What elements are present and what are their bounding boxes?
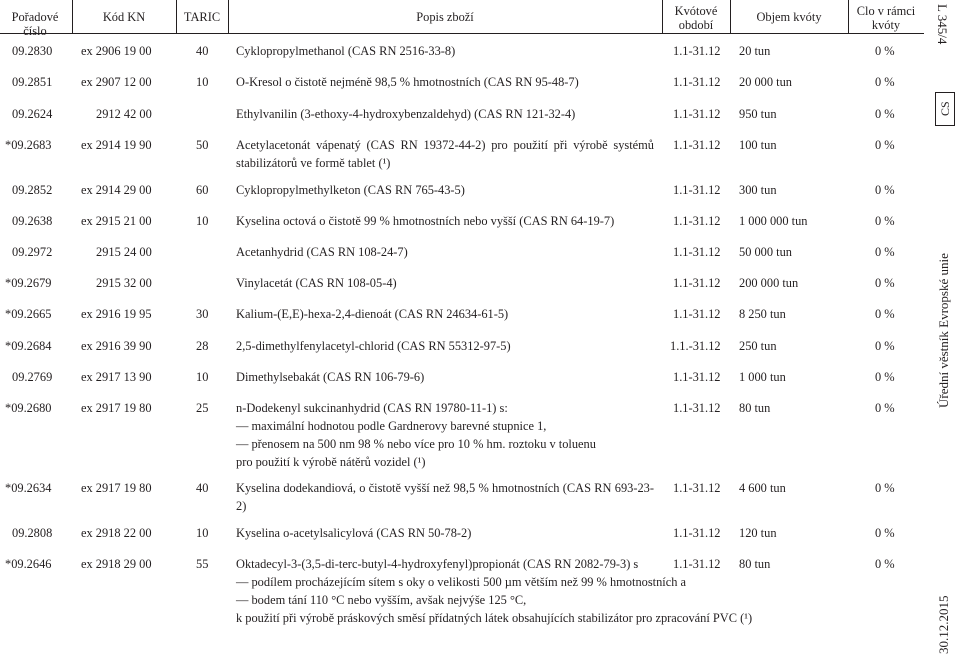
kn-code: 2915 32 00 (96, 276, 152, 290)
quota-duty: 0 % (875, 339, 895, 353)
header-number: Pořadové číslo (11, 10, 59, 38)
taric-code: 50 (196, 138, 209, 152)
goods-description: Dimethylsebakát (CAS RN 106-79-6) (236, 370, 425, 384)
order-number: 09.2624 (12, 107, 53, 121)
quota-volume: 50 000 tun (739, 245, 793, 259)
goods-description: Vinylacetát (CAS RN 108-05-4) (236, 276, 397, 290)
quota-period: 1.1-31.12 (673, 44, 721, 58)
description-usage: pro použití k výrobě nátěrů vozidel (¹) (236, 455, 426, 469)
page-margin (929, 0, 959, 661)
taric-code: 28 (196, 339, 209, 353)
description-condition: — maximální hodnotou podle Gardnerovy barevné stupnice 1, (236, 419, 547, 433)
header-kn-code: Kód KN (102, 10, 146, 24)
quota-period: 1.1-31.12 (673, 370, 721, 384)
goods-description: Kyselina o-acetylsalicylová (CAS RN 50-78-2) (236, 526, 472, 540)
order-number: *09.2684 (5, 339, 52, 353)
quota-duty: 0 % (875, 75, 895, 89)
quota-duty: 0 % (875, 401, 895, 415)
header-quota-period: Kvótové období (674, 4, 718, 32)
quota-duty: 0 % (875, 44, 895, 58)
quota-volume: 4 600 tun (739, 481, 786, 495)
page-reference: L 345/4 (935, 4, 950, 45)
goods-description: O-Kresol o čistotě nejméně 98,5 % hmotnostních (CAS RN 95-48-7) (236, 75, 579, 89)
description-condition: — bodem tání 110 °C nebo vyšším, avšak nejvýše 125 °C, (236, 593, 527, 607)
quota-duty: 0 % (875, 307, 895, 321)
goods-description: Kyselina octová o čistotě 99 % hmotnostních nebo vyšší (CAS RN 64-19-7) (236, 214, 615, 228)
order-number: 09.2851 (12, 75, 53, 89)
quota-duty: 0 % (875, 557, 895, 571)
goods-description: Acetanhydrid (CAS RN 108-24-7) (236, 245, 408, 259)
taric-code: 55 (196, 557, 209, 571)
quota-period: 1.1-31.12 (673, 526, 721, 540)
description-condition: — přenosem na 500 nm 98 % nebo více pro 10 % hm. roztoku v toluenu (236, 437, 596, 451)
table-header (0, 0, 924, 38)
order-number: 09.2830 (12, 44, 53, 58)
header-quota-volume: Objem kvóty (756, 10, 822, 24)
kn-code: ex 2918 22 00 (81, 526, 152, 540)
order-number: *09.2634 (5, 481, 52, 495)
quota-volume: 80 tun (739, 557, 771, 571)
quota-period: 1.1-31.12 (673, 401, 721, 415)
description-usage: k použití při výrobě práskových směsí přídatných látek obsahujících stabilizátor pro zpracování PVC (¹) (236, 611, 753, 625)
kn-code: ex 2914 19 90 (81, 138, 152, 152)
taric-code: 40 (196, 44, 209, 58)
quota-period: 1.1.-31.12 (670, 339, 721, 353)
taric-code: 40 (196, 481, 209, 495)
quota-period: 1.1-31.12 (673, 557, 721, 571)
taric-code: 30 (196, 307, 209, 321)
kn-code: ex 2917 19 80 (81, 401, 152, 415)
order-number: 09.2638 (12, 214, 53, 228)
description-condition: — podílem procházejícím sítem s oky o velikosti 500 µm větším než 99 % hmotnostních a (236, 575, 687, 589)
quota-duty: 0 % (875, 370, 895, 384)
order-number: *09.2683 (5, 138, 52, 152)
quota-period: 1.1-31.12 (673, 214, 721, 228)
journal-title: Úřední věstník Evropské unie (936, 253, 951, 408)
header-quota-duty: Clo v rámci kvóty (856, 4, 916, 32)
goods-description: Kalium-(E,E)-hexa-2,4-dienoát (CAS RN 24634-61-5) (236, 307, 509, 321)
quota-duty: 0 % (875, 276, 895, 290)
kn-code: 2912 42 00 (96, 107, 152, 121)
kn-code: 2915 24 00 (96, 245, 152, 259)
taric-code: 60 (196, 183, 209, 197)
kn-code: ex 2914 29 00 (81, 183, 152, 197)
quota-period: 1.1-31.12 (673, 307, 721, 321)
order-number: *09.2665 (5, 307, 52, 321)
quota-duty: 0 % (875, 526, 895, 540)
header-taric: TARIC (183, 10, 221, 24)
quota-volume: 20 tun (739, 44, 771, 58)
quota-volume: 950 tun (739, 107, 777, 121)
quota-period: 1.1-31.12 (673, 276, 721, 290)
quota-duty: 0 % (875, 138, 895, 152)
quota-period: 1.1-31.12 (673, 107, 721, 121)
order-number: *09.2646 (5, 557, 52, 571)
quota-volume: 120 tun (739, 526, 777, 540)
quota-volume: 1 000 000 tun (739, 214, 808, 228)
taric-code: 10 (196, 75, 209, 89)
quota-period: 1.1-31.12 (673, 183, 721, 197)
kn-code: ex 2915 21 00 (81, 214, 152, 228)
quota-duty: 0 % (875, 481, 895, 495)
kn-code: ex 2917 13 90 (81, 370, 152, 384)
taric-code: 10 (196, 370, 209, 384)
quota-volume: 1 000 tun (739, 370, 786, 384)
taric-code: 10 (196, 214, 209, 228)
order-number: 09.2972 (12, 245, 53, 259)
order-number: *09.2680 (5, 401, 52, 415)
quota-duty: 0 % (875, 183, 895, 197)
quota-duty: 0 % (875, 107, 895, 121)
kn-code: ex 2907 12 00 (81, 75, 152, 89)
order-number: 09.2808 (12, 526, 53, 540)
kn-code: ex 2917 19 80 (81, 481, 152, 495)
goods-description (236, 399, 654, 471)
goods-description: Acetylacetonát vápenatý (CAS RN 19372-44-2) pro použití při výrobě systémů stabilizátorů ve formě tablet (¹) (236, 138, 654, 171)
goods-description: Ethylvanilin (3-ethoxy-4-hydroxybenzaldehyd) (CAS RN 121-32-4) (236, 107, 576, 121)
quota-period: 1.1-31.12 (673, 75, 721, 89)
quota-period: 1.1-31.12 (673, 481, 721, 495)
goods-description: Cyklopropylmethylketon (CAS RN 765-43-5) (236, 183, 465, 197)
quota-volume: 200 000 tun (739, 276, 799, 290)
order-number: 09.2769 (12, 370, 53, 384)
description-intro: Oktadecyl-3-(3,5-di-terc-butyl-4-hydroxyfenyl)propionát (CAS RN 2082-79-3) s (236, 557, 639, 571)
quota-duty: 0 % (875, 214, 895, 228)
kn-code: ex 2906 19 00 (81, 44, 152, 58)
kn-code: ex 2916 19 95 (81, 307, 152, 321)
taric-code: 10 (196, 526, 209, 540)
goods-description: 2,5-dimethylfenylacetyl-chlorid (CAS RN 55312-97-5) (236, 339, 511, 353)
order-number: 09.2852 (12, 183, 53, 197)
kn-code: ex 2916 39 90 (81, 339, 152, 353)
quota-period: 1.1-31.12 (673, 245, 721, 259)
quota-volume: 20 000 tun (739, 75, 793, 89)
quota-duty: 0 % (875, 245, 895, 259)
taric-code: 25 (196, 401, 209, 415)
quota-volume: 80 tun (739, 401, 771, 415)
language-badge: CS (935, 92, 955, 126)
goods-description: Cyklopropylmethanol (CAS RN 2516-33-8) (236, 44, 456, 58)
quota-volume: 250 tun (739, 339, 777, 353)
description-intro: n-Dodekenyl sukcinanhydrid (CAS RN 19780-11-1) s: (236, 401, 508, 415)
publication-date: 30.12.2015 (936, 595, 951, 655)
order-number: *09.2679 (5, 276, 52, 290)
header-description: Popis zboží (416, 10, 474, 24)
quota-volume: 300 tun (739, 183, 777, 197)
quota-volume: 100 tun (739, 138, 777, 152)
quota-volume: 8 250 tun (739, 307, 786, 321)
goods-description: Kyselina dodekandiová, o čistotě vyšší než 98,5 % hmotnostních (CAS RN 693-23-2) (236, 481, 654, 514)
kn-code: ex 2918 29 00 (81, 557, 152, 571)
quota-period: 1.1-31.12 (673, 138, 721, 152)
